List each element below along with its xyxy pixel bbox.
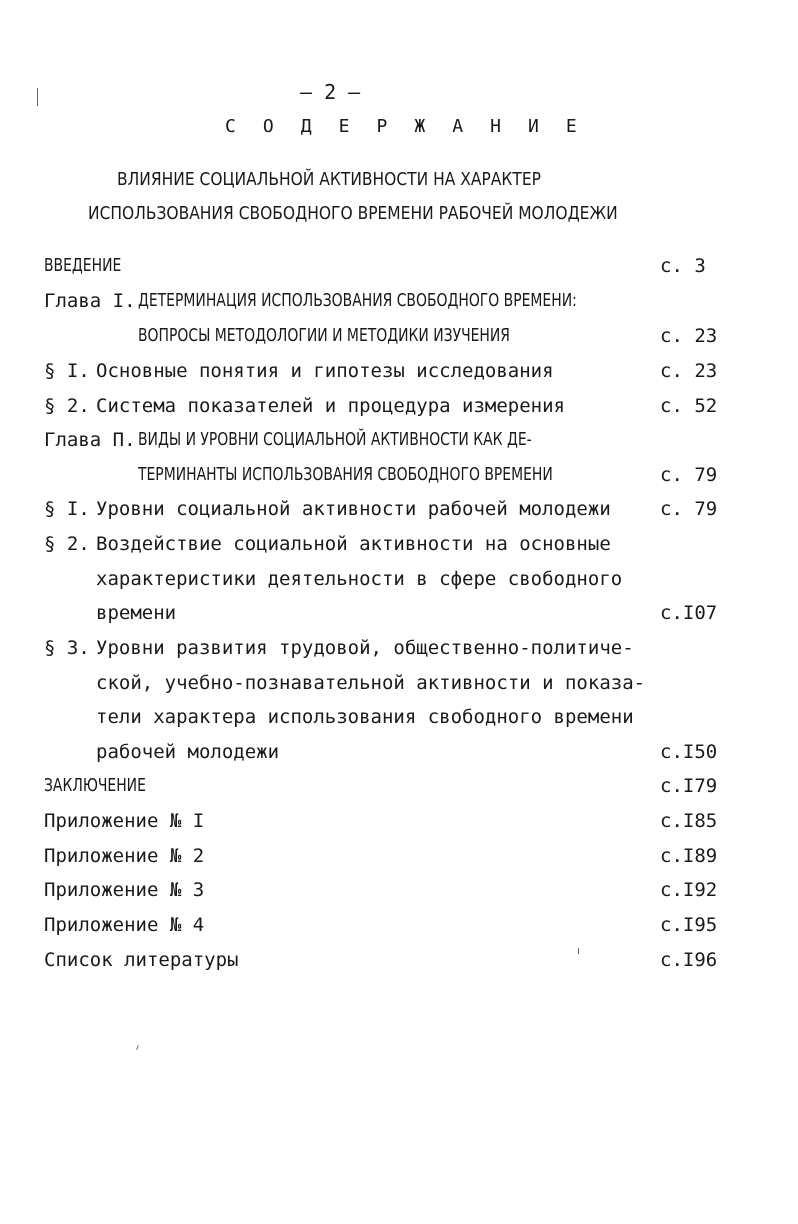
toc-page-ref: с. 23 [660, 325, 718, 347]
toc-entry-label: Приложение № 4 [44, 914, 205, 936]
toc-page-ref: с. 52 [660, 395, 718, 417]
toc-entry-label: Приложение № I [44, 810, 205, 832]
toc-entry-label: ЗАКЛЮЧЕНИЕ [44, 775, 146, 796]
chapter-title-line-2: ТЕРМИНАНТЫ ИСПОЛЬЗОВАНИЯ СВОБОДНОГО ВРЕМЕНИ [138, 464, 553, 485]
subtitle-line-2: ИСПОЛЬЗОВАНИЯ СВОБОДНОГО ВРЕМЕНИ РАБОЧЕЙ МОЛОДЕЖИ [88, 203, 618, 224]
toc-page-ref: с.I85 [660, 810, 718, 832]
scan-dot [136, 1045, 139, 1050]
section-title: Система показателей и процедура измерения [96, 395, 565, 417]
section-mark: § I. [44, 498, 90, 520]
section-title-line-3: тели характера использования свободного времени [96, 706, 634, 728]
section-mark: § 2. [44, 533, 90, 555]
section-mark: § I. [44, 360, 90, 382]
toc-page-ref: с.I50 [660, 741, 718, 763]
section-title-line-1: Воздействие социальной активности на основные [96, 533, 611, 555]
scan-dot [578, 948, 579, 954]
toc-page-ref: с. 79 [660, 498, 718, 520]
section-title-line-2: ской, учебно-познавательной активности и показа- [96, 672, 646, 694]
section-title-line-2: характеристики деятельности в сфере свободного [96, 568, 623, 590]
chapter-prefix: Глава I. [44, 290, 136, 312]
toc-page-ref: с. 79 [660, 464, 718, 486]
toc-page-ref: с.I07 [660, 602, 718, 624]
section-title: Уровни социальной активности рабочей молодежи [96, 498, 611, 520]
toc-page-ref: с.I96 [660, 949, 718, 971]
toc-entry-label: Список литературы [44, 949, 239, 971]
section-title-line-1: Уровни развития трудовой, общественно-политиче- [96, 637, 634, 659]
section-title-line-3: времени [96, 602, 177, 624]
toc-page-ref: с.I89 [660, 845, 718, 867]
toc-entry-label: Приложение № 2 [44, 845, 205, 867]
section-mark: § 3. [44, 637, 90, 659]
chapter-title-line-1: ВИДЫ И УРОВНИ СОЦИАЛЬНОЙ АКТИВНОСТИ КАК ДЕ- [138, 429, 532, 450]
scan-mark [37, 88, 38, 106]
chapter-title-line-1: ДЕТЕРМИНАЦИЯ ИСПОЛЬЗОВАНИЯ СВОБОДНОГО ВРЕМЕНИ: [138, 290, 577, 311]
toc-page-ref: с. 3 [660, 255, 706, 277]
section-mark: § 2. [44, 395, 90, 417]
section-title: Основные понятия и гипотезы исследования [96, 360, 554, 382]
toc-page-ref: с.I95 [660, 914, 718, 936]
toc-page-ref: с.I92 [660, 879, 718, 901]
page-title: С О Д Е Р Ж А Н И Е [225, 116, 585, 137]
toc-entry-label: Приложение № 3 [44, 879, 205, 901]
toc-entry-label: ВВЕДЕНИЕ [44, 255, 122, 276]
chapter-title-line-2: ВОПРОСЫ МЕТОДОЛОГИИ И МЕТОДИКИ ИЗУЧЕНИЯ [138, 325, 510, 346]
section-title-line-4: рабочей молодежи [96, 741, 280, 763]
toc-page-ref: с. 23 [660, 360, 718, 382]
page-number: – 2 – [300, 80, 361, 104]
toc-page-ref: с.I79 [660, 775, 718, 797]
chapter-prefix: Глава П. [44, 429, 136, 451]
subtitle-line-1: ВЛИЯНИЕ СОЦИАЛЬНОЙ АКТИВНОСТИ НА ХАРАКТЕР [117, 169, 541, 190]
